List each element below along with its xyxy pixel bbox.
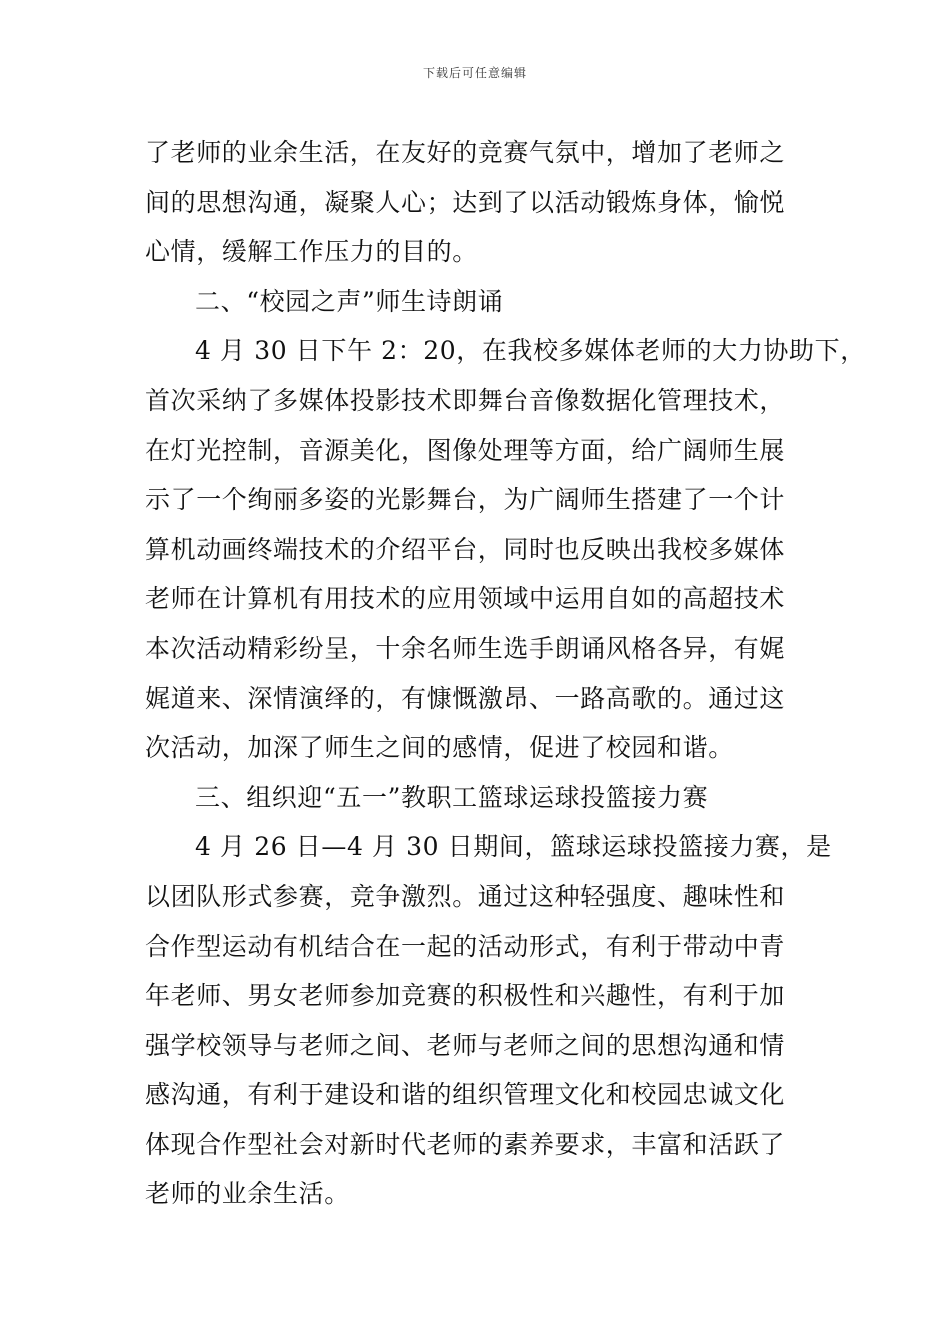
text-line: 三、组织迎“五一”教职工篮球运球投篮接力赛 [195, 782, 709, 812]
text-line: 体现合作型社会对新时代老师的素养要求，丰富和活跃了 [145, 1129, 786, 1159]
text-line: 老师在计算机有用技术的应用领域中运用自如的高超技术 [145, 584, 786, 614]
body-text [145, 128, 866, 1219]
text-line: 以团队形式参赛，竞争激烈。通过这种轻强度、趣味性和 [145, 881, 786, 911]
text-line: 本次活动精彩纷呈，十余名师生选手朗诵风格各异，有娓 [145, 633, 786, 663]
text-line: 4 月 26 日—4 月 30 日期间，篮球运球投篮接力赛，是 [195, 832, 832, 862]
text-line: 老师的业余生活。 [145, 1179, 350, 1209]
text-line: 次活动，加深了师生之间的感情，促进了校园和谐。 [145, 733, 734, 763]
text-line: 算机动画终端技术的介绍平台，同时也反映出我校多媒体 [145, 534, 786, 564]
text-line: 4 月 30 日下午 2：20，在我校多媒体老师的大力协助下， [195, 336, 866, 366]
text-line: 首次采纳了多媒体投影技术即舞台音像数据化管理技术， [145, 385, 786, 415]
page-header: 下载后可任意编辑 [422, 66, 527, 80]
text-line: 年老师、男女老师参加竞赛的积极性和兴趣性，有利于加 [145, 981, 786, 1011]
text-line: 娓道来、深情演绎的，有慷慨激昂、一路高歌的。通过这 [145, 683, 786, 713]
text-line: 心情，缓解工作压力的目的。 [145, 237, 478, 267]
text-line: 感沟通，有利于建设和谐的组织管理文化和校园忠诚文化 [145, 1080, 786, 1110]
text-line: 了老师的业余生活，在友好的竞赛气氛中，增加了老师之 [145, 138, 786, 167]
text-line: 强学校领导与老师之间、老师与老师之间的思想沟通和情 [145, 1030, 786, 1060]
text-line: 间的思想沟通，凝聚人心；达到了以活动锻炼身体，愉悦 [145, 187, 786, 217]
text-line: 示了一个绚丽多姿的光影舞台，为广阔师生搭建了一个计 [145, 485, 786, 515]
text-line: 在灯光控制，音源美化，图像处理等方面，给广阔师生展 [145, 435, 786, 465]
text-line: 二、“校园之声”师生诗朗诵 [195, 286, 504, 316]
text-line: 合作型运动有机结合在一起的活动形式，有利于带动中青 [145, 931, 786, 961]
